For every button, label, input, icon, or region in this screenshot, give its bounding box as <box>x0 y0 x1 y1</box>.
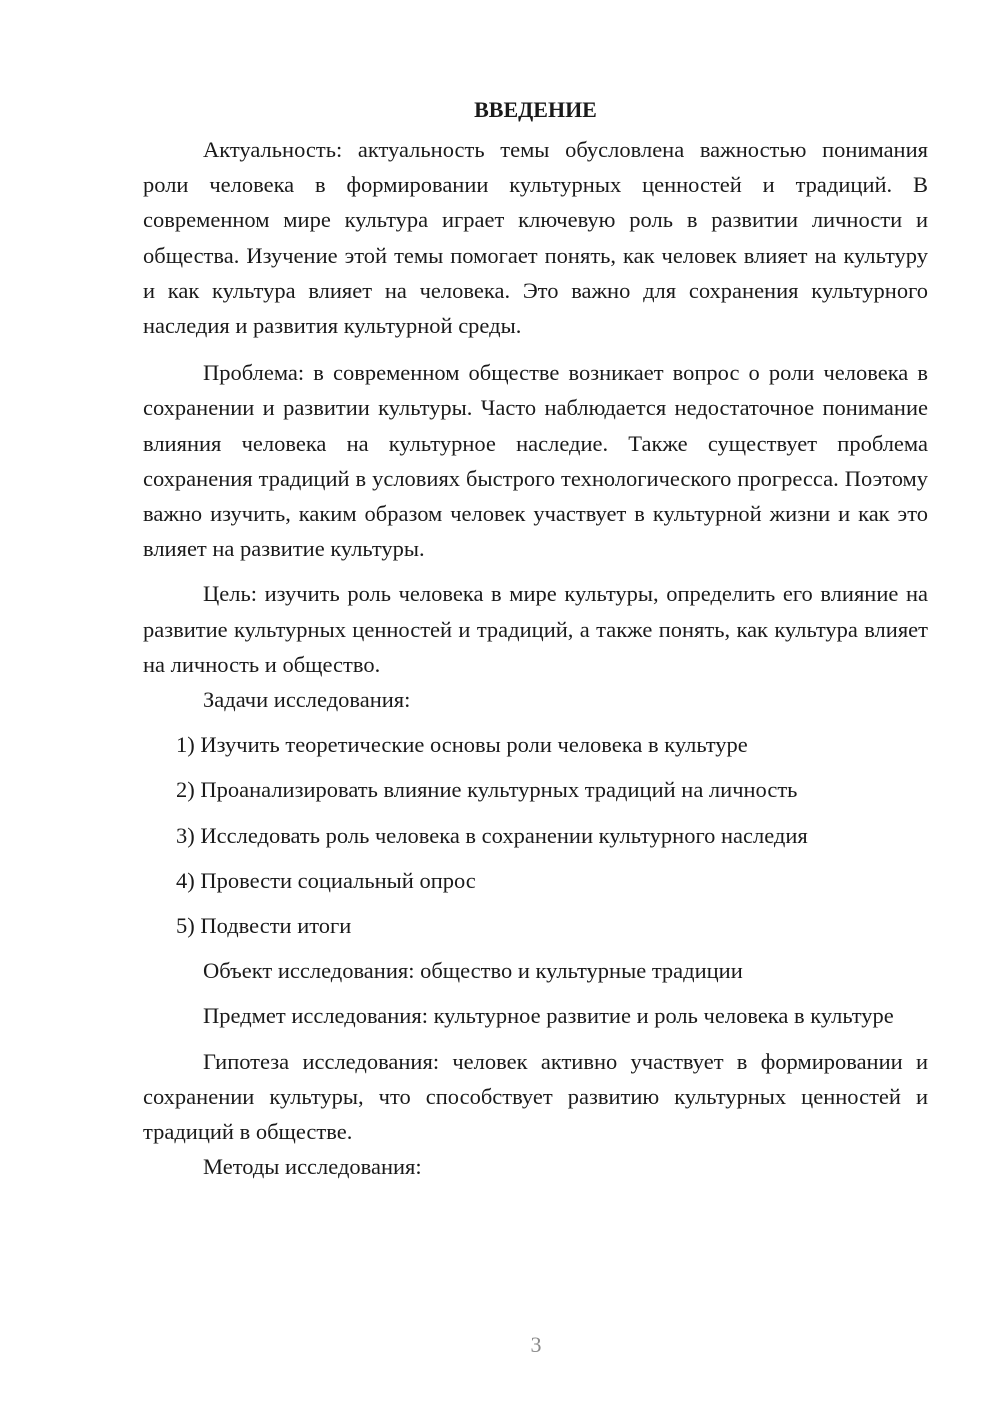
page-title: ВВЕДЕНИЕ <box>474 97 597 122</box>
paragraph-hypothesis: Гипотеза исследования: человек активно участвует в формировании и сохранении культуры, что способствует развитию культурных ценностей и традиций в обществе. <box>143 1048 928 1145</box>
list-item: 4) Провести социальный опрос <box>176 867 476 893</box>
page-number: 3 <box>530 1332 542 1357</box>
paragraph-problem: Проблема: в современном обществе возникает вопрос о роли человека в сохранении и развитии культуры. Часто наблюдается недостаточное понимание влияния человека на культурное наследие. Также существует проблема сохранения традиций в условиях быстрого технологического прогресса. Поэтому важно изучить, каким образом человек участвует в культурной жизни и как это влияет на развитие культуры. <box>143 360 928 562</box>
paragraph-goal: Цель: изучить роль человека в мире культуры, определить его влияние на развитие культурных ценностей и традиций, а также понять, как культура влияет на личность и общество. <box>143 581 928 677</box>
paragraph-object: Объект исследования: общество и культурные традиции <box>203 958 743 984</box>
list-item: 3) Исследовать роль человека в сохранении культурного наследия <box>176 822 808 848</box>
list-item: 2) Проанализировать влияние культурных традиций на личность <box>176 777 798 803</box>
paragraph-subject: Предмет исследования: культурное развитие и роль человека в культуре <box>203 1003 894 1029</box>
tasks-list <box>143 727 928 943</box>
tasks-heading: Задачи исследования: <box>203 687 411 713</box>
list-item: 5) Подвести итоги <box>176 913 352 939</box>
document-page <box>143 92 928 1184</box>
paragraph-relevance: Актуальность: актуальность темы обусловлена важностью понимания роли человека в формировании культурных ценностей и традиций. В современном мире культура играет ключевую роль в развитии личности и общества. Изучение этой темы помогает понять, как человек влияет на культуру и как культура влияет на человека. Это важно для сохранения культурного наследия и развития культурной среды. <box>143 137 928 339</box>
list-item: 1) Изучить теоретические основы роли человека в культуре <box>176 732 748 758</box>
methods-heading: Методы исследования: <box>203 1154 422 1180</box>
